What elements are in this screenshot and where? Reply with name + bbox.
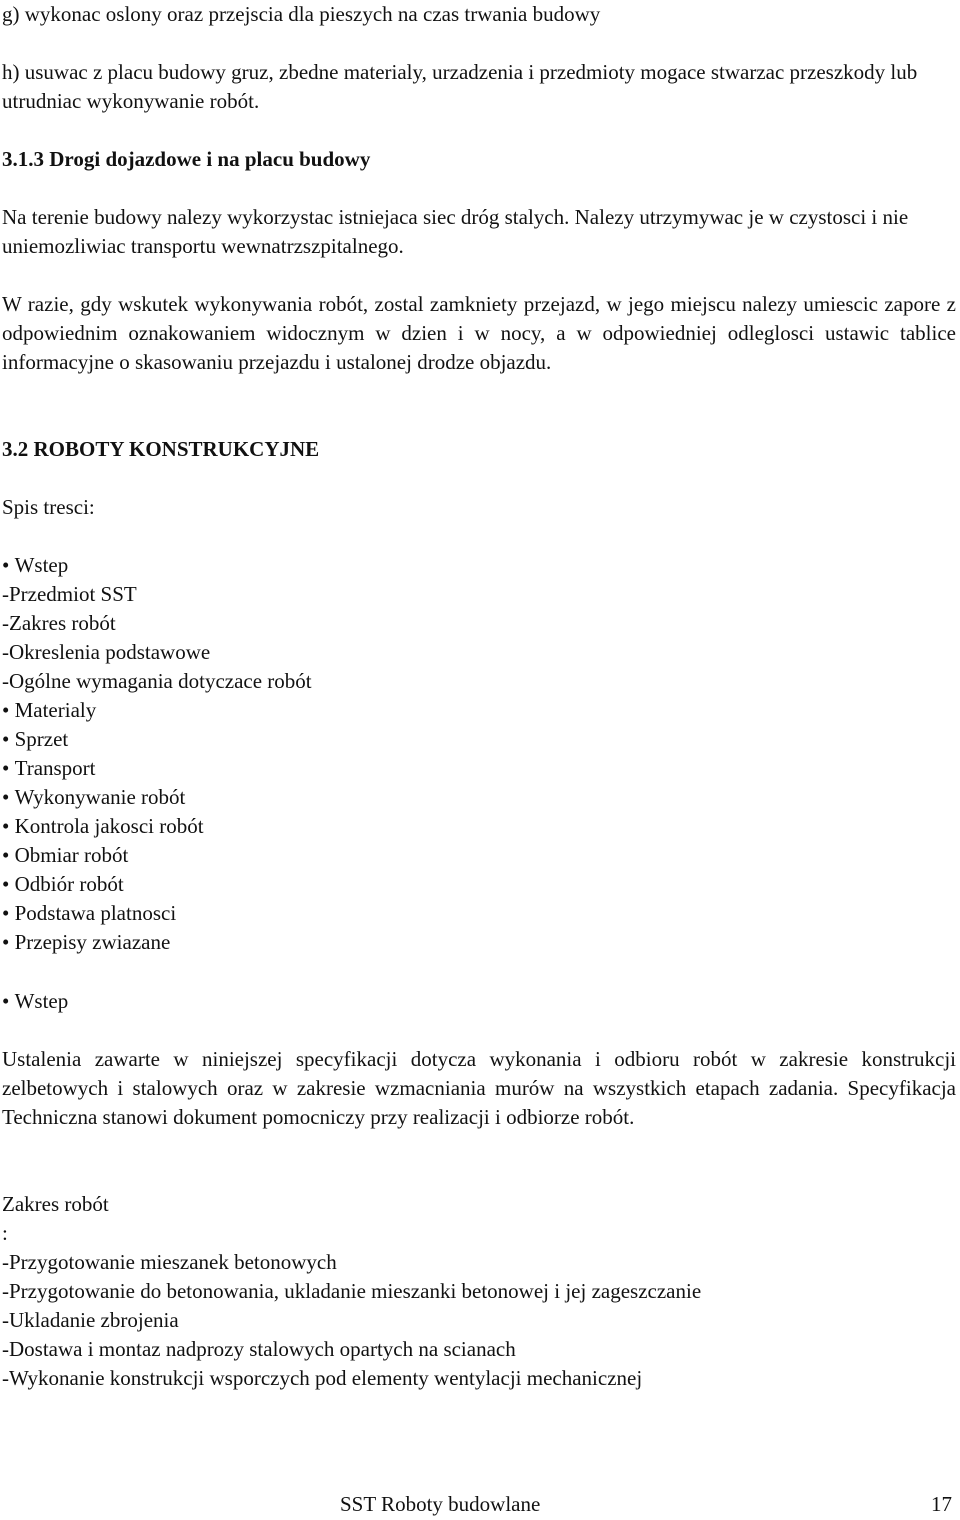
paragraph-closure: W razie, gdy wskutek wykonywania robót, zostal zamkniety przejazd, w jego miejscu nalezy umiescic zapore z odpowiednim oznakowaniem widocznym w dzien i w nocy, a w odpowiedniej odleglosci ustawic tablice informacyjne o skasowaniu przejazdu i ustalonej drodze objazdu. xyxy=(2,292,956,374)
section-heading-wstep: • Wstep xyxy=(2,987,956,1016)
toc-item: -Ogólne wymagania dotyczace robót xyxy=(2,669,312,693)
scope-item: -Wykonanie konstrukcji wsporczych pod elementy wentylacji mechanicznej xyxy=(2,1366,643,1390)
toc-item: -Zakres robót xyxy=(2,611,116,635)
toc-item: -Okreslenia podstawowe xyxy=(2,640,211,664)
scope-item: -Dostawa i montaz nadprozy stalowych opartych na scianach xyxy=(2,1337,516,1361)
paragraph-roads: Na terenie budowy nalezy wykorzystac istniejaca siec dróg stalych. Nalezy utrzymywac je w czystosci i nie uniemozliwiac transportu wewnatrzszpitalnego. xyxy=(2,205,909,258)
toc-item: • Wstep xyxy=(2,551,956,580)
paragraph-ustalenia: Ustalenia zawarte w niniejszej specyfikacji dotycza wykonania i odbioru robót w zakresie konstrukcji zelbetowych i stalowych oraz w zakresie wzmacniania murów na wszystkich etapach zadania. Specyfikacja Techniczna stanowi dokument pomocniczy przy realizacji i odbiorze robót. xyxy=(2,1047,956,1129)
scope-label: Zakres robót xyxy=(2,1192,109,1216)
toc-item: • Wykonywanie robót xyxy=(2,783,956,812)
scope-colon: : xyxy=(2,1221,8,1245)
paragraph-h: h) usuwac z placu budowy gruz, zbedne materialy, urzadzenia i przedmioty mogace stwarzac przeszkody lub utrudniac wykonywanie robót. xyxy=(2,60,918,113)
toc-list xyxy=(2,551,956,957)
toc-item: • Transport xyxy=(2,754,956,783)
toc-item: -Przedmiot SST xyxy=(2,582,137,606)
scope-list xyxy=(2,1248,956,1393)
scope-item: -Przygotowanie mieszanek betonowych xyxy=(2,1250,337,1274)
section-heading-3-2: 3.2 ROBOTY KONSTRUKCYJNE xyxy=(2,437,320,461)
toc-item: • Materialy xyxy=(2,696,956,725)
toc-item: • Przepisy zwiazane xyxy=(2,928,956,957)
toc-item: • Obmiar robót xyxy=(2,841,956,870)
footer-title: SST Roboty budowlane xyxy=(340,1492,541,1516)
scope-item: -Przygotowanie do betonowania, ukladanie mieszanki betonowej i jej zageszczanie xyxy=(2,1279,702,1303)
toc-item: • Kontrola jakosci robót xyxy=(2,812,956,841)
toc-item: • Sprzet xyxy=(2,725,956,754)
footer-page-number: 17 xyxy=(931,1492,952,1516)
scope-item: -Ukladanie zbrojenia xyxy=(2,1308,179,1332)
toc-item: • Odbiór robót xyxy=(2,870,956,899)
paragraph-g: g) wykonac oslony oraz przejscia dla pieszych na czas trwania budowy xyxy=(2,2,601,26)
section-heading-3-1-3: 3.1.3 Drogi dojazdowe i na placu budowy xyxy=(2,147,371,171)
toc-item: • Podstawa platnosci xyxy=(2,899,956,928)
toc-label: Spis tresci: xyxy=(2,495,95,519)
